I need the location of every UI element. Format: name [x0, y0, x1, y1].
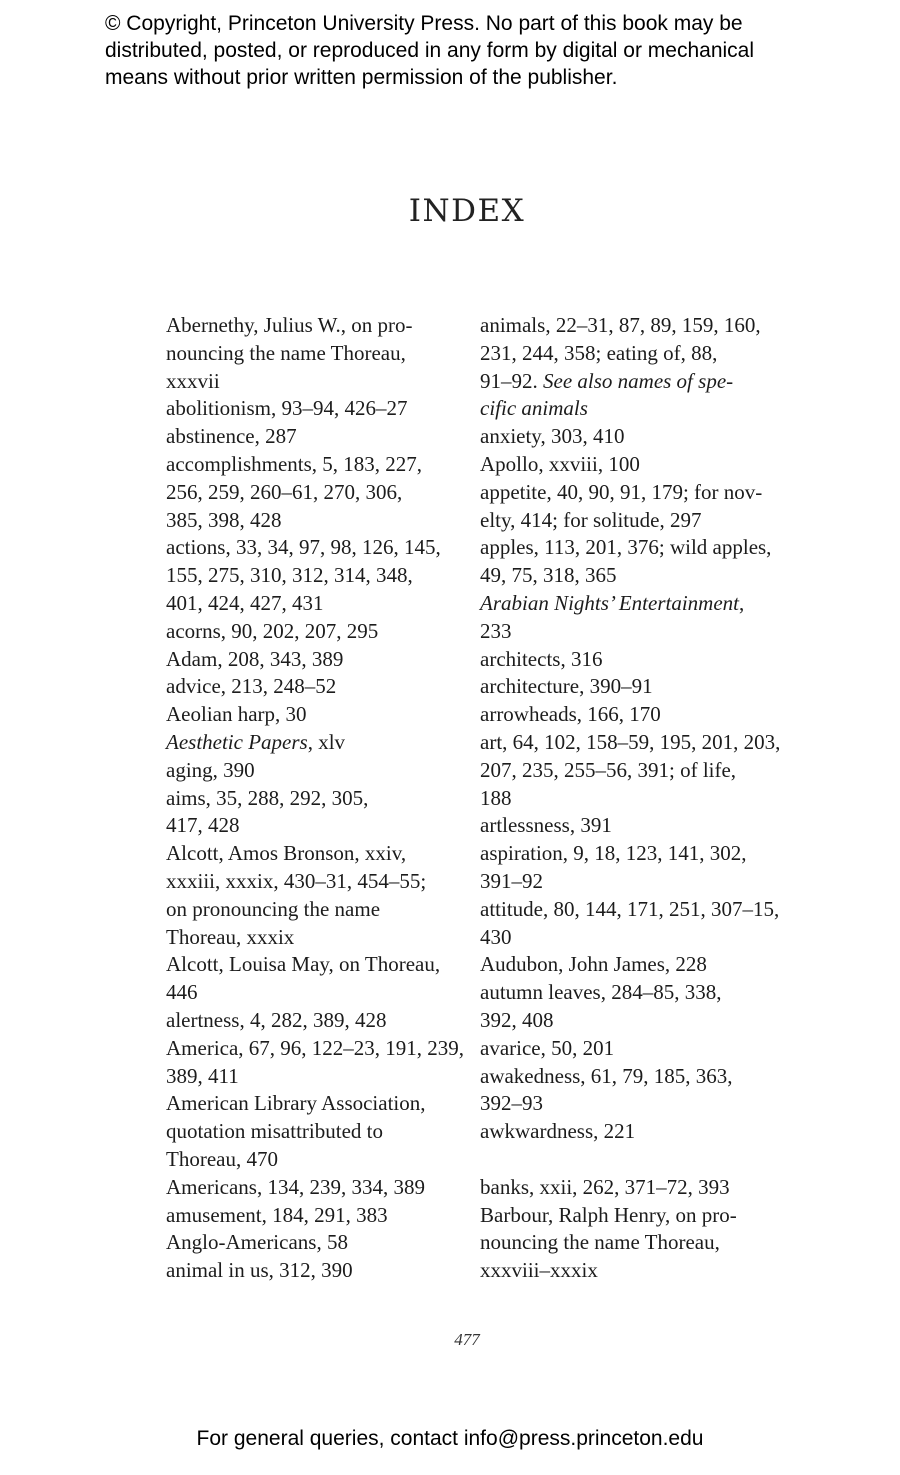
index-entry: acorns, 90, 202, 207, 295: [166, 618, 379, 643]
index-entry: Arabian Nights’ Entertainment, 233: [480, 590, 745, 643]
index-entry: accomplishments, 5, 183, 227, 256, 259, 260–61, 270, 306, 385, 398, 428: [166, 451, 423, 532]
index-entry: animal in us, 312, 390: [166, 1258, 353, 1283]
index-entry: actions, 33, 34, 97, 98, 126, 145, 155, 275, 310, 312, 314, 348, 401, 424, 427, 431: [166, 535, 441, 615]
index-entry: advice, 213, 248–52: [166, 674, 337, 699]
copyright-line: distributed, posted, or reproduced in any form by digital or mechanical: [105, 39, 755, 62]
copyright-line: © Copyright, Princeton University Press. No part of this book may be: [105, 12, 743, 35]
index-entry: Alcott, Louisa May, on Thoreau, 446: [166, 952, 441, 1005]
index-entry: animals, 22–31, 87, 89, 159, 160, 231, 244, 358; eating of, 88, 91–92. See also names of spe- cific animals: [480, 313, 761, 421]
index-entry: awkwardness, 221: [480, 1119, 636, 1144]
index-entry: architects, 316: [480, 646, 603, 671]
index-entry: art, 64, 102, 158–59, 195, 201, 203, 207, 235, 255–56, 391; of life, 188: [480, 729, 781, 810]
index-entry: apples, 113, 201, 376; wild apples, 49, 75, 318, 365: [480, 535, 772, 588]
index-entry: Americans, 134, 239, 334, 389: [166, 1174, 425, 1199]
index-entry: Aeolian harp, 30: [166, 702, 307, 727]
index-entry: aging, 390: [166, 757, 255, 782]
index-entry: arrowheads, 166, 170: [480, 702, 661, 727]
index-entry: anxiety, 303, 410: [480, 424, 625, 449]
index-entry: artlessness, 391: [480, 813, 612, 838]
index-column-left: [166, 312, 466, 1285]
index-entry: Apollo, xxviii, 100: [480, 451, 640, 476]
index-entry: Adam, 208, 343, 389: [166, 646, 344, 671]
letter-group-gap: [480, 1146, 790, 1174]
index-entry: aims, 35, 288, 292, 305, 417, 428: [166, 785, 369, 838]
index-entry: autumn leaves, 284–85, 338, 392, 408: [480, 980, 722, 1032]
index-entry: Aesthetic Papers, xlv: [166, 729, 346, 754]
index-entry: amusement, 184, 291, 383: [166, 1202, 388, 1227]
copyright-notice: [105, 10, 825, 91]
index-entry: aspiration, 9, 18, 123, 141, 302, 391–92: [480, 841, 747, 893]
index-entry: Anglo-Americans, 58: [166, 1230, 348, 1255]
index-entry: Alcott, Amos Bronson, xxiv, xxxiii, xxxix, 430–31, 454–55; on pronouncing the name Thoreau, xxxix: [166, 841, 427, 949]
index-entry: attitude, 80, 144, 171, 251, 307–15, 430: [480, 896, 780, 949]
index-entry: Abernethy, Julius W., on pro- nouncing the name Thoreau, xxxvii: [166, 313, 413, 393]
page-title: INDEX: [408, 193, 526, 229]
index-entry: abstinence, 287: [166, 424, 297, 449]
copyright-line: means without prior written permission of the publisher.: [105, 66, 618, 89]
index-entry: Audubon, John James, 228: [480, 952, 707, 977]
index-entry: America, 67, 96, 122–23, 191, 239, 389, 411: [166, 1035, 465, 1088]
index-entry: abolitionism, 93–94, 426–27: [166, 396, 408, 421]
footer-contact: For general queries, contact info@press.princeton.edu: [196, 1427, 704, 1450]
index-entry: architecture, 390–91: [480, 674, 653, 699]
index-entry: banks, xxii, 262, 371–72, 393: [480, 1174, 730, 1199]
index-column-right: [480, 312, 790, 1285]
index-entry: awakedness, 61, 79, 185, 363, 392–93: [480, 1063, 733, 1116]
index-entry: avarice, 50, 201: [480, 1035, 615, 1060]
index-entry: Barbour, Ralph Henry, on pro- nouncing the name Thoreau, xxxviii–xxxix: [480, 1202, 737, 1283]
page-number: 477: [454, 1330, 480, 1349]
index-entry: alertness, 4, 282, 389, 428: [166, 1007, 387, 1032]
index-entry: American Library Association, quotation misattributed to Thoreau, 470: [166, 1091, 426, 1171]
index-entry: appetite, 40, 90, 91, 179; for nov- elty, 414; for solitude, 297: [480, 479, 763, 532]
